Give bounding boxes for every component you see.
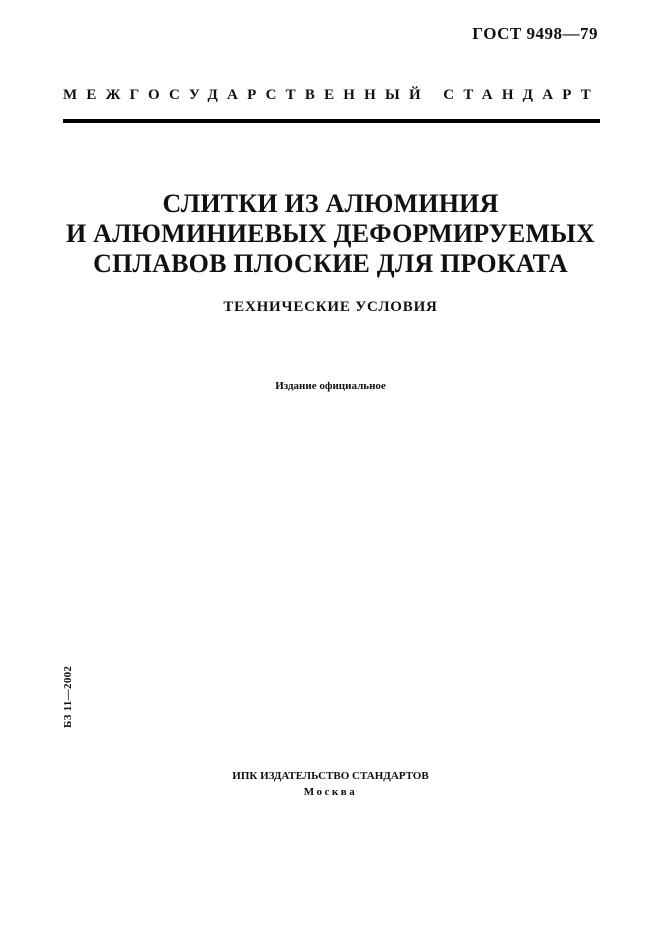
document-subtitle: ТЕХНИЧЕСКИЕ УСЛОВИЯ [223,299,438,315]
publisher-city: Москва [303,786,358,798]
edition-note: Издание официальное [275,380,386,392]
interstate-standard-banner [63,87,600,104]
header-divider [63,119,600,123]
banner-word-standard: СТАНДАРТ [443,87,600,103]
title-line-2: И АЛЮМИНИЕВЫХ ДЕФОРМИРУЕМЫХ [65,219,595,248]
title-line-1: СЛИТКИ ИЗ АЛЮМИНИЯ [162,189,499,218]
publisher-name: ИПК ИЗДАТЕЛЬСТВО СТАНДАРТОВ [232,770,429,782]
side-stamp-code: БЗ 11—2002 [62,665,74,728]
banner-word-interstate: МЕЖГОСУДАРСТВЕННЫЙ [63,87,430,103]
document-title [0,189,661,279]
title-line-3: СПЛАВОВ ПЛОСКИЕ ДЛЯ ПРОКАТА [93,249,568,278]
document-code: ГОСТ 9498—79 [472,24,598,43]
